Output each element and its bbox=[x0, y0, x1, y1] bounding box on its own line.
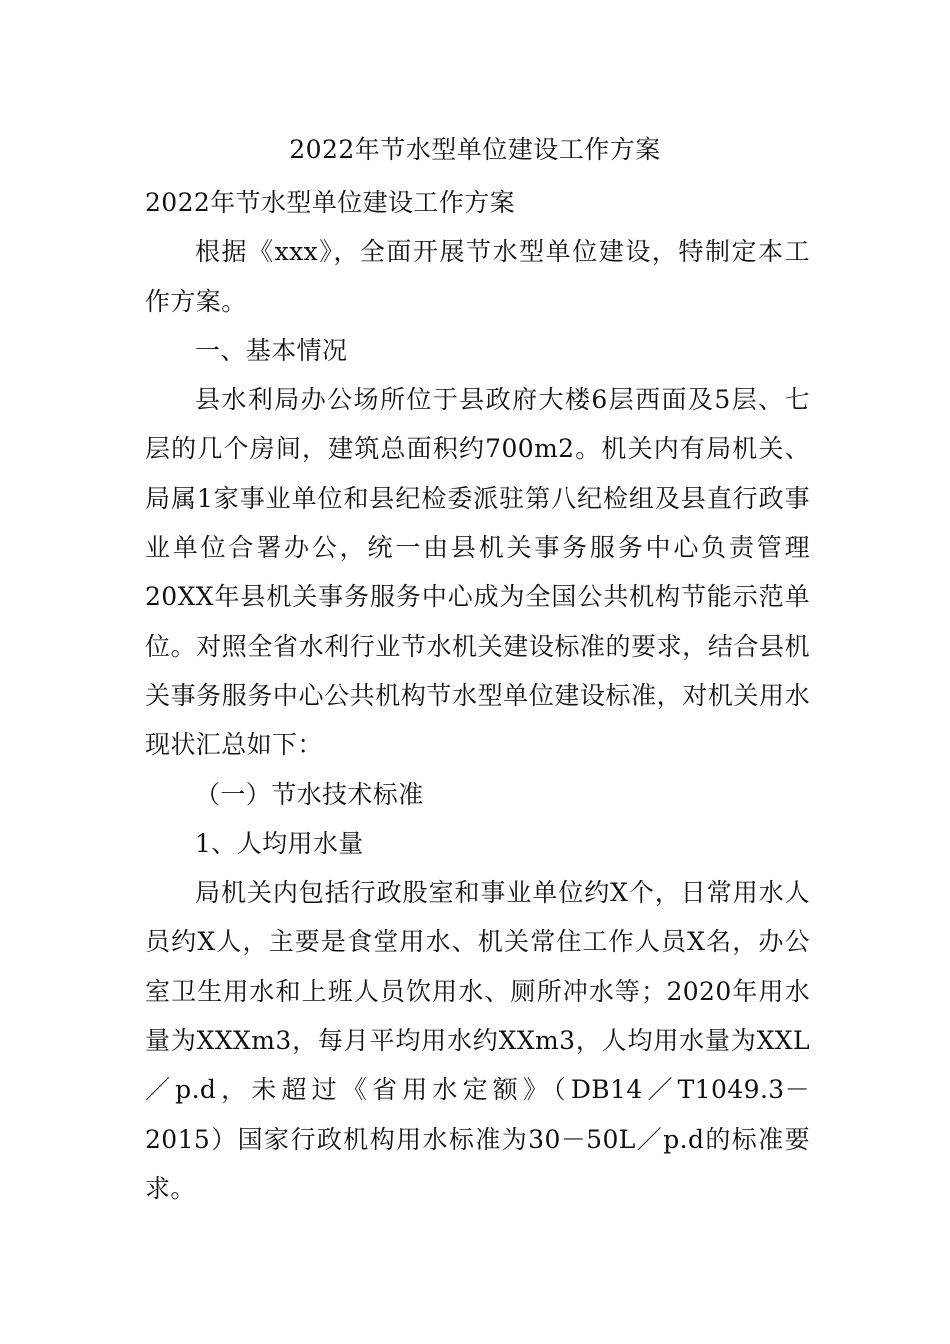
document-body bbox=[145, 178, 810, 1213]
section-heading-basic-situation: 一、基本情况 bbox=[195, 335, 348, 365]
per-capita-water-paragraph: 局机关内包括行政股室和事业单位约X个，日常用水人员约X人，主要是食堂用水、机关常住工作人员X名，办公室卫生用水和上班人员饮用水、厕所冲水等；2020年用水量为XXXm3，每月平均用水约XXm3，人均用水量为XXL／p.d，未超过《省用水定额》（DB14／T1049.3－2015）国家行政机构用水标准为30－50L／p.d的标准要求。 bbox=[145, 878, 810, 1203]
document-subtitle: 2022年节水型单位建设工作方案 bbox=[145, 188, 516, 217]
document-title: 2022年节水型单位建设工作方案 bbox=[289, 135, 661, 164]
basic-situation-paragraph: 县水利局办公场所位于县政府大楼6层西面及5层、七层的几个房间，建筑总面积约700m2。机关内有局机关、局属1家事业单位和县纪检委派驻第八纪检组及县直行政事业单位合署办公，统一由县机关事务服务中心负责管理20XX年县机关事务服务中心成为全国公共机构节能示范单位。对照全省水利行业节水机关建设标准的要求，结合县机关事务服务中心公共机构节水型单位建设标准，对机关用水现状汇总如下： bbox=[145, 385, 810, 760]
intro-paragraph: 根据《xxx》，全面开展节水型单位建设，特制定本工作方案。 bbox=[145, 237, 810, 316]
subsection-heading-water-saving-standard: （一）节水技术标准 bbox=[195, 779, 424, 809]
item-heading-per-capita-water: 1、人均用水量 bbox=[195, 828, 364, 858]
